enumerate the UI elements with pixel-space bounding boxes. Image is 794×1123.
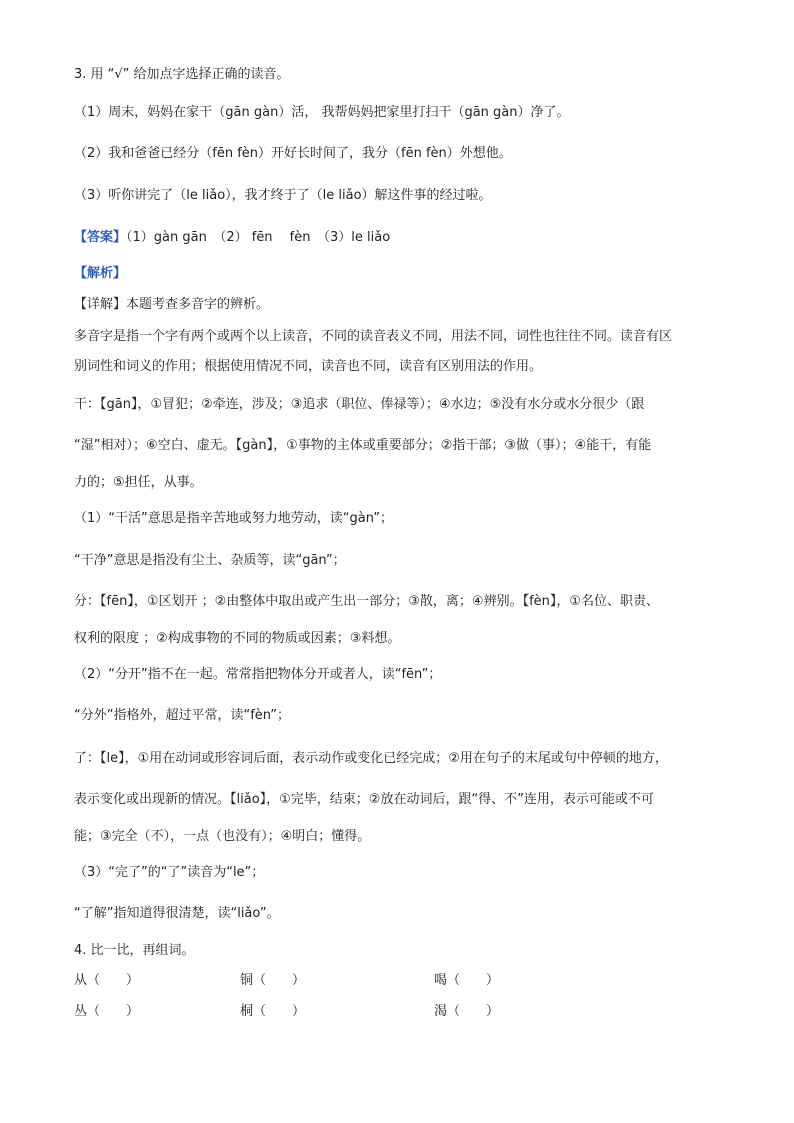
question-3-title: 3. 用 “√” 给加点字选择正确的读音。 — [74, 67, 290, 82]
explanation-line: “干净”意思是指没有尘土、杂质等，读“gān”； — [74, 553, 346, 568]
explanation-line: 能；③完全（不），一点（也没有）；④明白；懂得。 — [74, 829, 371, 844]
compare-item: 从（ ） — [74, 973, 140, 988]
compare-item: 铜（ ） — [240, 973, 306, 988]
explanation-line: （3）“完了”的“了”读音为“le”； — [74, 865, 265, 880]
explanation-line: “湿”相对）；⑥空白、虚无。【gàn】，①事物的主体或重要部分；②指干部；③做（事）；④能干，有能 — [74, 438, 652, 453]
explanation-line: 力的；⑤担任，从事。 — [74, 475, 203, 490]
answer-line — [74, 229, 390, 247]
compare-item: 桐（ ） — [240, 1004, 306, 1019]
explanation-line: （2）“分开”指不在一起。常常指把物体分开或者人，读“fēn”； — [74, 667, 442, 682]
explanation-line: “分外”指格外，超过平常，读“fèn”； — [74, 708, 291, 723]
detail-tag: 【详解】 — [74, 297, 127, 312]
explanation-line: （1）“干活”意思是指辛苦地或努力地劳动，读“gàn”； — [74, 511, 393, 526]
compare-item: 丛（ ） — [74, 1004, 140, 1019]
detail-text: 本题考查多音字的辨析。 — [126, 297, 270, 312]
question-3-item-3: （3）听你讲完了（le liǎo），我才终于了（le liǎo）解这件事的经过啦。 — [74, 188, 492, 203]
detail-line — [74, 296, 269, 314]
answer-text: （1）gàn gān （2） fēn fèn （3）le liǎo — [126, 230, 391, 245]
explanation-line: 分：【fēn】，①区划开 ；②由整体中取出或产生出一部分；③散，离；④辨别。【fèn】，①名位、职责、 — [74, 594, 660, 609]
explanation-line: “了解”指知道得很清楚，读“liǎo”。 — [74, 906, 280, 921]
explanation-line: 表示变化或出现新的情况。【liǎo】，①完毕，结束；②放在动词后，跟“得、不”连用，表示可能或不可 — [74, 792, 654, 807]
question-3-item-2: （2）我和爸爸已经分（fēn fèn）开好长时间了，我分（fēn fèn）外想他。 — [74, 146, 512, 161]
explanation-line: 干：【gān】，①冒犯；②牵连，涉及；③追求（职位、俸禄等）；④水边；⑤没有水分或水分很少（跟 — [74, 397, 645, 412]
analysis-tag: 【解析】 — [74, 266, 127, 281]
question-4-title: 4. 比一比，再组词。 — [74, 943, 195, 958]
explanation-line: 权利的限度 ；②构成事物的不同的物质或因素；③料想。 — [74, 631, 401, 646]
explanation-line: 多音字是指一个字有两个或两个以上读音，不同的读音表义不同，用法不同，词性也往往不同。读音有区 — [74, 329, 673, 344]
compare-item: 渴（ ） — [434, 1004, 500, 1019]
question-3-item-1: （1）周末，妈妈在家干（gān gàn）活， 我帮妈妈把家里打扫干（gān gàn）净了。 — [74, 105, 570, 120]
compare-item: 喝（ ） — [434, 973, 500, 988]
explanation-line: 别词性和词义的作用；根据使用情况不同，读音也不同，读音有区别用法的作用。 — [74, 359, 543, 374]
answer-tag: 【答案】 — [74, 230, 127, 245]
explanation-line: 了：【le】，①用在动词或形容词后面，表示动作或变化已经完成；②用在句子的末尾或句中停顿的地方， — [74, 751, 668, 766]
